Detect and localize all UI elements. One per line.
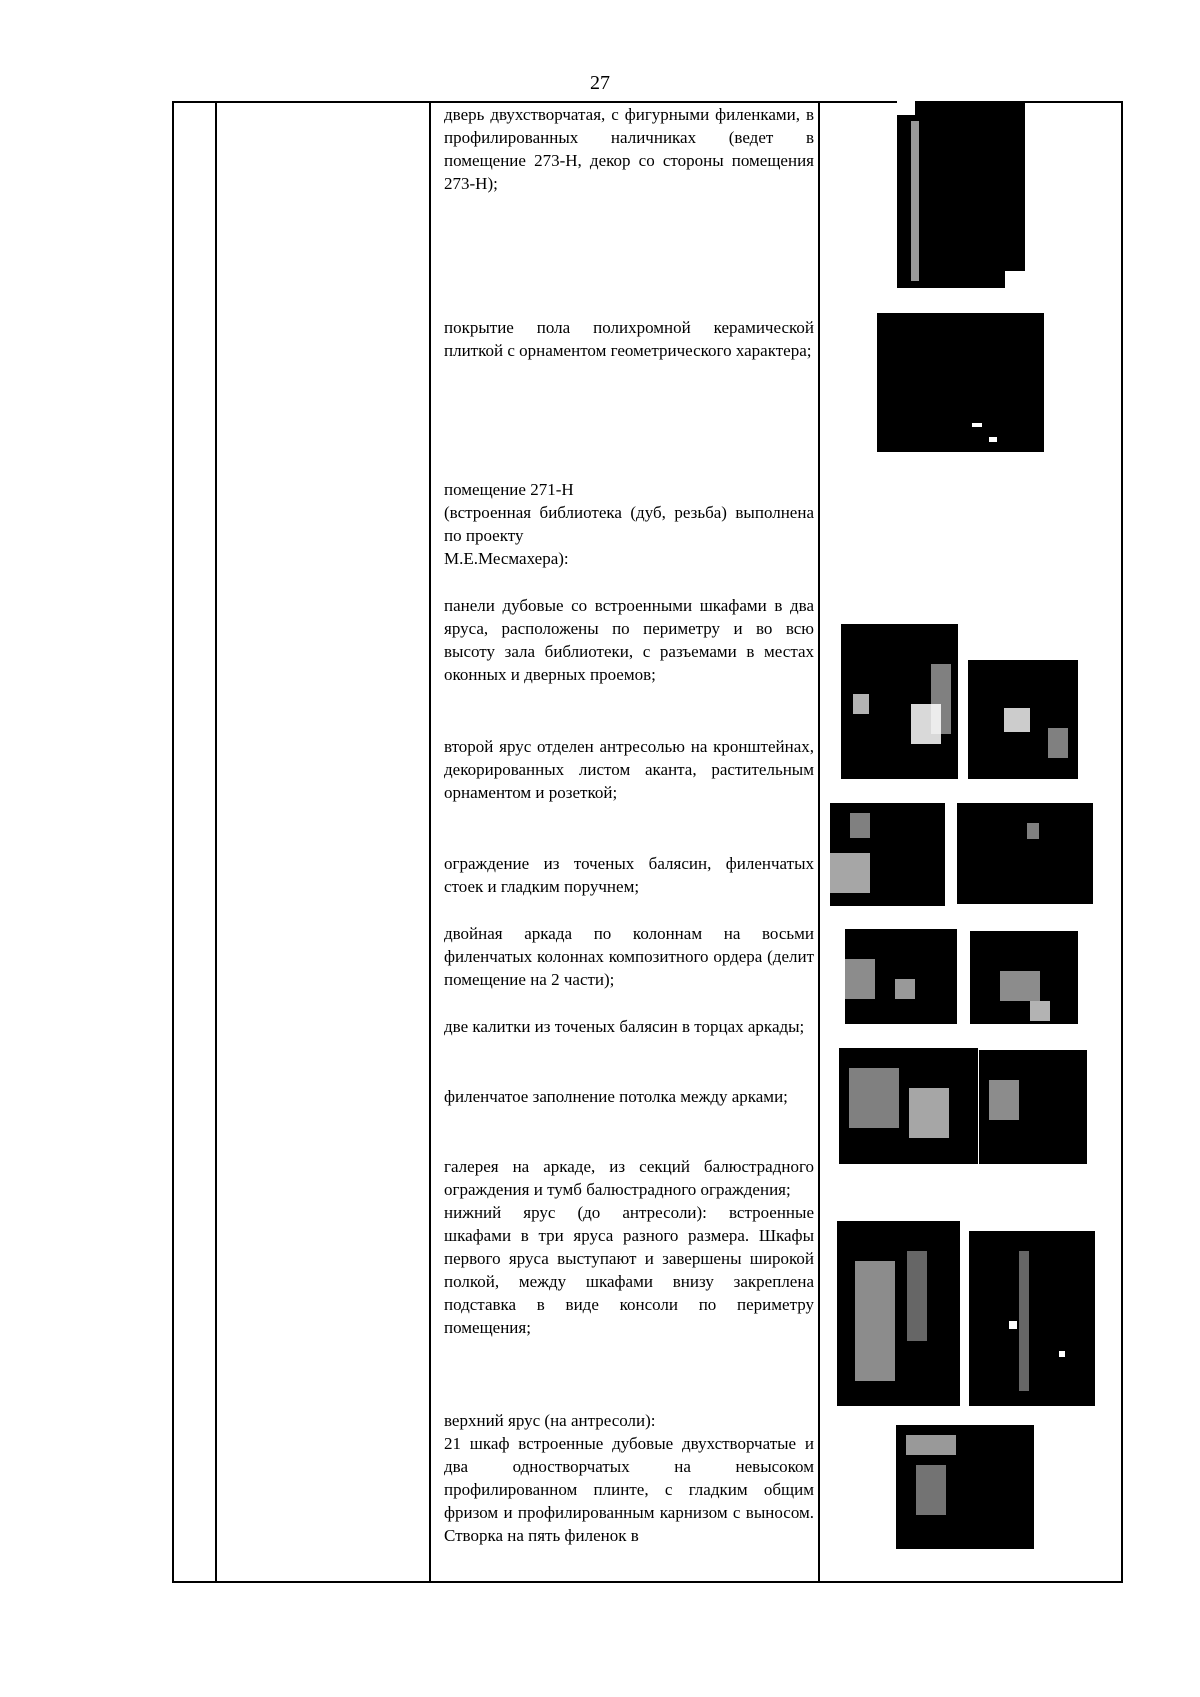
entry-oak-panels: панели дубовые со встроенными шкафами в два яруса, расположены по периметру и во всю высоту зала библиотеки, с разъемами в местах оконных и дверных проемов;	[444, 596, 814, 684]
photo-lower-tier-2	[969, 1231, 1095, 1406]
photo-door-273n	[897, 101, 1025, 288]
column-divider-1	[215, 101, 217, 1583]
photo-ceiling-2	[979, 1050, 1087, 1164]
photo-arcade-1	[845, 929, 957, 1024]
page-number: 27	[590, 72, 610, 94]
photo-arcade-2	[970, 931, 1078, 1024]
photo-balustrade-2	[957, 803, 1093, 904]
photo-upper-tier	[896, 1425, 1034, 1549]
entry-railing: ограждение из точеных балясин, филенчатых стоек и гладким поручнем;	[444, 854, 814, 896]
entry-door: дверь двухстворчатая, с фигурными филенками, в профилированных наличниках (ведет в помещение 273-Н, декор со стороны помещения 273-Н);	[444, 105, 814, 193]
entry-ceiling: филенчатое заполнение потолка между арками;	[444, 1087, 788, 1106]
photo-ceiling-1	[839, 1048, 978, 1164]
entry-arcade: двойная аркада по колоннам на восьми филенчатых колоннах композитного ордера (делит помещение на 2 части);	[444, 924, 814, 989]
entry-upper-tier: верхний ярус (на антресоли): 21 шкаф встроенные дубовые двухстворчатые и два одностворчатых на невысоком профилированном плинте, с гладким общим фризом и профилированным карнизом с выносом. Створка на пять филенок в	[444, 1411, 814, 1545]
entry-room-271n: помещение 271-Н (встроенная библиотека (дуб, резьба) выполнена по проекту М.Е.Месмахера):	[444, 480, 814, 568]
photo-balustrade-1	[830, 803, 945, 906]
photo-lower-tier-1	[837, 1221, 960, 1406]
entry-gallery: галерея на аркаде, из секций балюстрадного ограждения и тумб балюстрадного ограждения; нижний ярус (до антресоли): встроенные шкафами в три яруса разного размера. Шкафы первого яруса выступают и завершены широкой полкой, между шкафами внизу закреплена подставка в виде консоли по периметру помещения;	[444, 1157, 814, 1337]
photo-floor-tiles	[877, 313, 1044, 452]
entry-gates: две калитки из точеных балясин в торцах аркады;	[444, 1017, 805, 1036]
column-divider-3	[818, 101, 820, 1583]
entry-second-tier: второй ярус отделен антресолью на кронштейнах, декорированных листом аканта, растительным орнаментом и розеткой;	[444, 737, 814, 802]
column-divider-2	[429, 101, 431, 1583]
entry-floor: покрытие пола полихромной керамической плиткой с орнаментом геометрического характера;	[444, 318, 814, 360]
photo-library-panels-1	[841, 624, 958, 779]
photo-library-panels-2	[968, 648, 1078, 779]
